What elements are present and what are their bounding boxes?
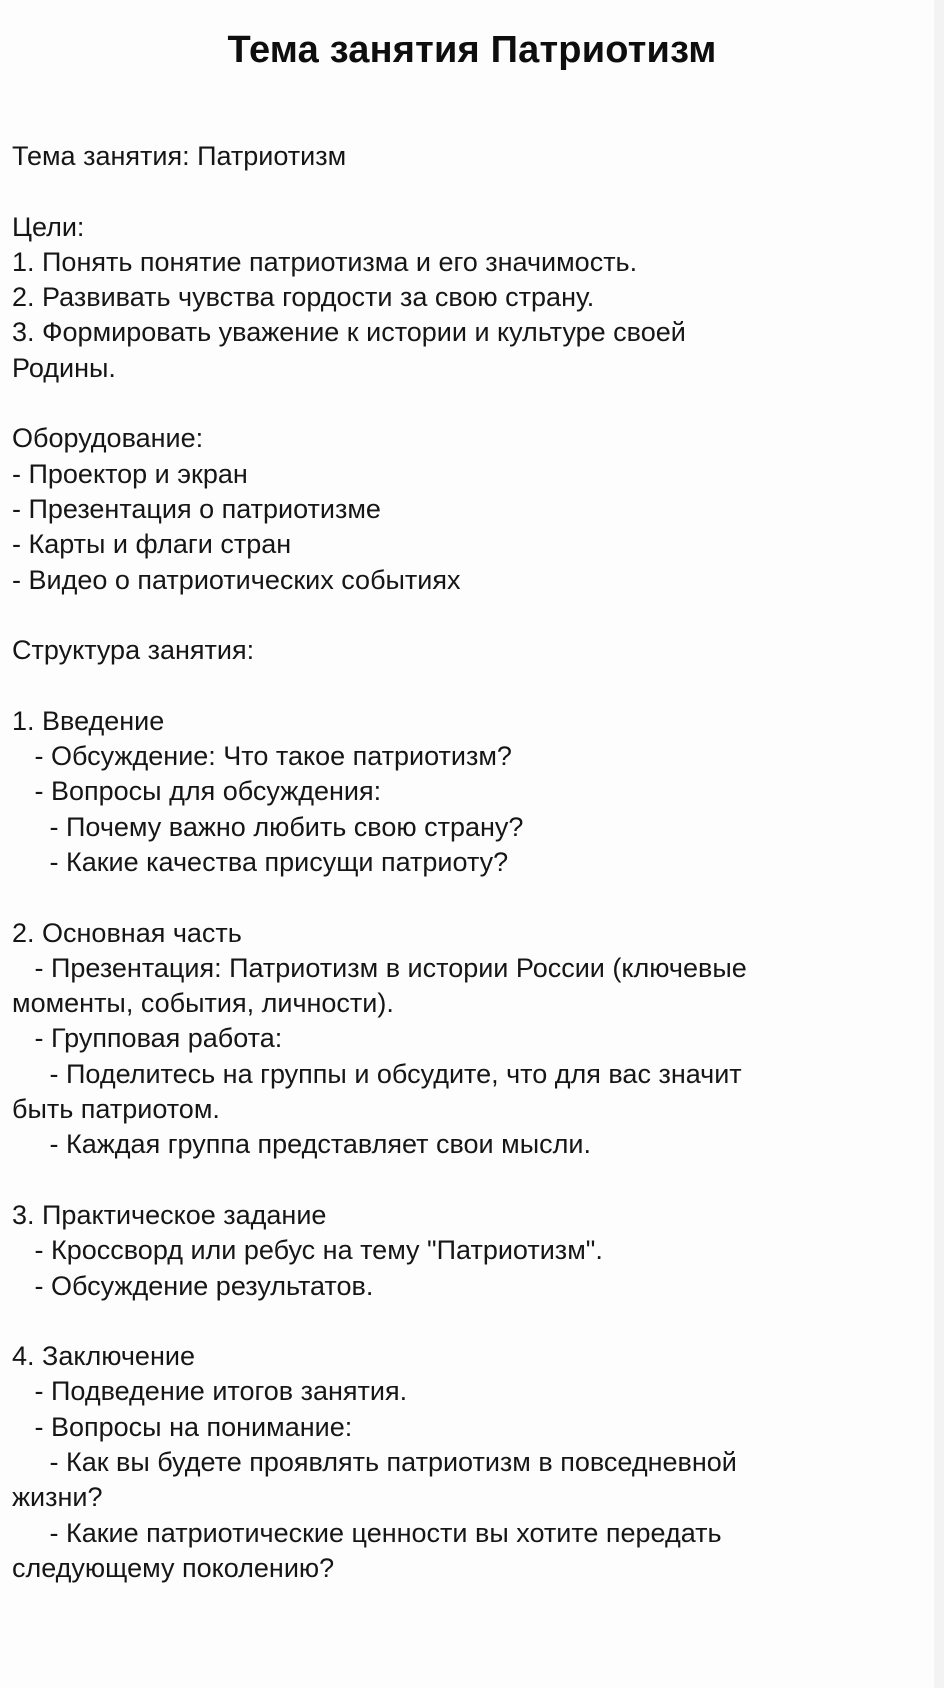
goal-item: 1. Понять понятие патриотизма и его значимость. — [12, 246, 638, 277]
structure-heading: Структура занятия: — [12, 635, 255, 666]
section-subitem-continuation: быть патриотом. — [12, 1094, 220, 1125]
blank-line — [12, 1304, 912, 1339]
blank-line — [12, 174, 912, 209]
section-heading: 3. Практическое задание — [12, 1199, 327, 1230]
section-subitem: - Каждая группа представляет свои мысли. — [12, 1129, 591, 1160]
blank-line — [12, 668, 912, 703]
equipment-item: - Презентация о патриотизме — [12, 493, 381, 524]
section-item: - Групповая работа: — [12, 1023, 283, 1054]
equipment-heading: Оборудование: — [12, 423, 204, 454]
section-subitem-continuation: следующему поколению? — [12, 1552, 335, 1583]
blank-line — [12, 386, 912, 421]
equipment-item: - Проектор и экран — [12, 458, 248, 489]
document-body — [12, 139, 912, 1586]
section-heading: 1. Введение — [12, 705, 165, 736]
goal-item: 2. Развивать чувства гордости за свою страну. — [12, 282, 595, 313]
section-item: - Вопросы на понимание: — [12, 1411, 353, 1442]
section-item: - Презентация: Патриотизм в истории России (ключевые — [12, 952, 747, 983]
document-title: Тема занятия Патриотизм — [227, 29, 717, 71]
section-heading: 4. Заключение — [12, 1341, 195, 1372]
blank-line — [12, 880, 912, 915]
section-subitem: - Какие патриотические ценности вы хотите передать — [12, 1517, 722, 1548]
section-item-continuation: моменты, события, личности). — [12, 988, 394, 1019]
section-item: - Вопросы для обсуждения: — [12, 776, 382, 807]
section-heading: 2. Основная часть — [12, 917, 242, 948]
section-subitem: - Поделитесь на группы и обсудите, что для вас значит — [12, 1058, 742, 1089]
page-edge — [934, 0, 944, 1688]
blank-line — [12, 1163, 912, 1198]
topic-line: Тема занятия: Патриотизм — [12, 141, 347, 171]
equipment-item: - Видео о патриотических событиях — [12, 564, 461, 595]
goals-heading: Цели: — [12, 211, 85, 242]
section-subitem: - Как вы будете проявлять патриотизм в повседневной — [12, 1446, 737, 1477]
section-item: - Подведение итогов занятия. — [12, 1376, 408, 1407]
section-item: - Обсуждение: Что такое патриотизм? — [12, 741, 512, 772]
blank-line — [12, 598, 912, 633]
section-subitem: - Почему важно любить свою страну? — [12, 811, 524, 842]
section-subitem-continuation: жизни? — [12, 1482, 103, 1513]
section-item: - Кроссворд или ребус на тему "Патриотизм". — [12, 1235, 603, 1266]
goal-item-continuation: Родины. — [12, 352, 116, 383]
goal-item: 3. Формировать уважение к истории и культуре своей — [12, 317, 686, 348]
section-subitem: - Какие качества присущи патриоту? — [12, 846, 509, 877]
equipment-item: - Карты и флаги стран — [12, 529, 292, 560]
section-item: - Обсуждение результатов. — [12, 1270, 374, 1301]
